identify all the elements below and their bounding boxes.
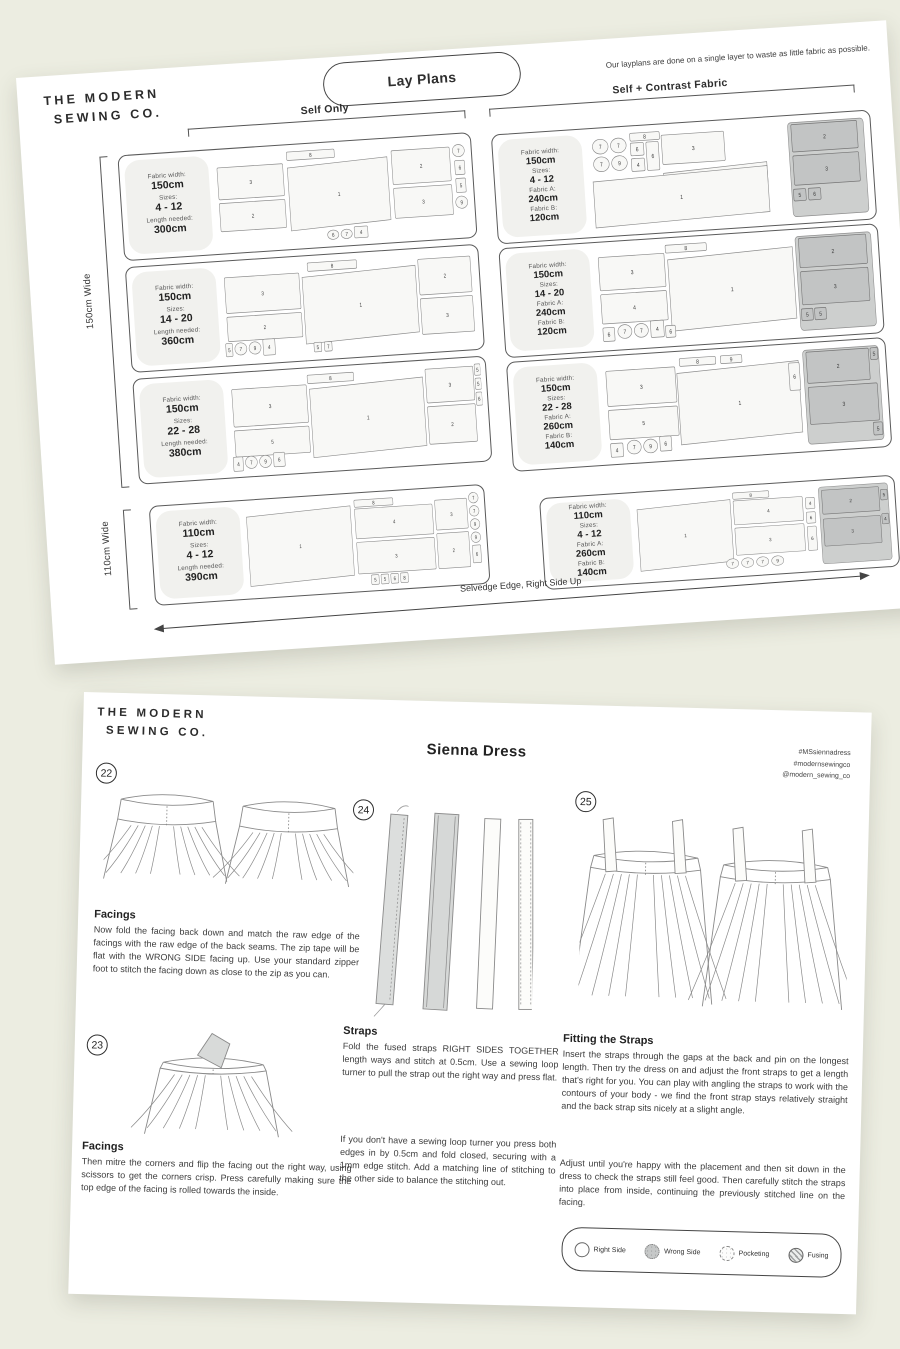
info-key: Fabric B: <box>545 431 573 441</box>
svg-text:8: 8 <box>684 245 688 253</box>
svg-text:7: 7 <box>731 561 735 567</box>
info-key: Length needed: <box>146 214 194 225</box>
svg-text:3: 3 <box>268 403 272 411</box>
step-badge-22: 22 <box>96 762 118 784</box>
step22-text: Now fold the facing back down and match the raw edge of the facings with the raw edge of the back seams. The zip tape will be flat with the WRONG SIDE facing up. Use your standard zipper foot to stitch the facing down as close to the zip as you can. <box>92 924 360 980</box>
info-key: Fabric B: <box>537 318 566 327</box>
brand-logo-line2: SEWING CO. <box>105 724 209 740</box>
svg-text:5: 5 <box>882 492 886 498</box>
svg-text:5: 5 <box>872 351 876 358</box>
info-value: 260cm <box>575 546 606 560</box>
fabric-info-bubble <box>512 362 602 465</box>
svg-text:2: 2 <box>452 548 456 555</box>
svg-text:9: 9 <box>253 345 257 353</box>
svg-text:3: 3 <box>851 528 855 534</box>
legend-label: Wrong Side <box>663 1247 701 1256</box>
fabric-info-bubble <box>139 379 229 478</box>
svg-text:5: 5 <box>476 381 480 389</box>
svg-text:1: 1 <box>684 532 687 539</box>
legend-label: Pocketing <box>738 1249 770 1258</box>
layplan-card <box>491 109 877 244</box>
pattern-title: Sienna Dress <box>426 740 527 761</box>
info-key: Fabric width: <box>147 170 187 181</box>
straps-heading: Straps <box>343 1024 378 1038</box>
svg-text:8: 8 <box>749 492 753 498</box>
facing-illustration-step22 <box>102 779 355 914</box>
social-handles <box>782 746 851 782</box>
info-key: Length needed: <box>153 326 201 337</box>
svg-text:6: 6 <box>813 191 817 199</box>
svg-text:6: 6 <box>475 552 479 559</box>
info-value: 150cm <box>158 289 192 305</box>
info-value: 14 - 20 <box>159 311 194 326</box>
info-key: Fabric B: <box>577 559 606 568</box>
info-key: Fabric width: <box>528 260 567 271</box>
svg-text:8: 8 <box>403 576 406 582</box>
step-badge-23: 23 <box>86 1034 108 1056</box>
svg-text:5: 5 <box>459 182 463 190</box>
svg-text:5: 5 <box>374 578 377 584</box>
legend-item-right-side <box>574 1242 626 1258</box>
info-key: Fabric A: <box>544 412 572 422</box>
info-key: Fabric A: <box>536 299 564 308</box>
svg-text:3: 3 <box>448 382 452 389</box>
fitting-text-1: Insert the straps through the gaps at the back and pin on the longest length. Then try the dress on and adjust the front straps to get a length that's right for you. You can play with angling the straps to work with the contours of your body - we find the front strap stays relatively straight and the back strap sits nicely at a slight angle. <box>561 1048 849 1116</box>
info-key: Sizes: <box>166 305 186 314</box>
svg-text:5: 5 <box>642 420 646 428</box>
svg-text:5: 5 <box>475 367 479 374</box>
svg-text:4: 4 <box>237 461 240 469</box>
svg-text:1: 1 <box>337 191 341 199</box>
svg-text:9: 9 <box>474 535 478 542</box>
svg-text:9: 9 <box>473 522 477 529</box>
label-150cm-wide: 150cm Wide <box>81 272 97 330</box>
svg-text:9: 9 <box>776 558 780 564</box>
svg-text:1: 1 <box>680 194 684 202</box>
brand-logo-line2: SEWING CO. <box>53 105 163 127</box>
svg-text:2: 2 <box>831 248 835 256</box>
instagram-handle: @modern_sewing_co <box>782 771 851 781</box>
svg-text:1: 1 <box>730 286 734 294</box>
straps-text-2: If you don't have a sewing loop turner you press both edges in by 0.5cm and fold closed, securing with a 1mm edge stitch. Add a matching line of stitching to the other side to balance the stitching out. <box>339 1133 557 1188</box>
info-value: 140cm <box>576 565 608 579</box>
svg-text:6: 6 <box>809 515 813 521</box>
layplan-card <box>125 244 485 373</box>
svg-text:7: 7 <box>761 559 765 565</box>
svg-text:2: 2 <box>822 133 827 141</box>
bracket-110cm <box>123 509 138 609</box>
layplans-page <box>16 20 900 664</box>
info-key: Fabric B: <box>530 204 558 214</box>
layplan-diagram <box>585 116 871 232</box>
svg-text:6: 6 <box>811 535 814 542</box>
info-key: Sizes: <box>579 521 599 530</box>
svg-text:3: 3 <box>825 166 829 173</box>
instructions-page <box>68 692 871 1314</box>
svg-text:6: 6 <box>793 374 797 381</box>
svg-text:4: 4 <box>884 516 887 522</box>
svg-text:9: 9 <box>617 160 622 168</box>
straps-illustration-step24 <box>372 798 538 1024</box>
step22-heading: Facings <box>94 908 136 922</box>
svg-text:3: 3 <box>450 512 453 519</box>
svg-text:2: 2 <box>451 421 455 429</box>
svg-text:9: 9 <box>460 199 464 207</box>
svg-text:3: 3 <box>768 536 772 543</box>
info-value: 150cm <box>533 268 564 282</box>
fitting-heading: Fitting the Straps <box>562 1032 654 1048</box>
svg-text:2: 2 <box>443 273 447 280</box>
svg-text:6: 6 <box>458 165 462 172</box>
svg-text:7: 7 <box>456 148 460 155</box>
svg-text:4: 4 <box>392 519 396 526</box>
straps-text-1: Fold the fused straps RIGHT SIDES TOGETHER length ways and stitch at 0.5cm. Use a sewing loop turner to pull the strap out the right way and press flat. <box>342 1040 559 1083</box>
info-key: Sizes: <box>189 541 209 550</box>
svg-text:5: 5 <box>819 311 823 318</box>
fabric-info-bubble <box>124 155 214 254</box>
pocketing-swatch <box>719 1245 734 1260</box>
svg-text:4: 4 <box>632 304 637 312</box>
svg-text:3: 3 <box>691 145 695 153</box>
layplan-diagram <box>600 343 886 459</box>
step23-text: Then mitre the corners and flip the facing out the right way, using scissors to get the corners crisp. Press carefully making sure the top edge of the facing is rolled towards the inside. <box>80 1156 352 1198</box>
svg-text:7: 7 <box>250 459 253 467</box>
layplan-diagram <box>226 362 486 473</box>
legend-label: Fusing <box>807 1251 829 1260</box>
brand-logo <box>43 84 163 130</box>
svg-text:4: 4 <box>655 326 659 334</box>
info-key: Sizes: <box>531 166 551 175</box>
svg-text:9: 9 <box>729 356 733 364</box>
svg-text:5: 5 <box>876 426 880 433</box>
info-value: 22 - 28 <box>541 400 573 414</box>
info-value: 150cm <box>150 178 185 193</box>
svg-text:7: 7 <box>746 560 750 566</box>
svg-text:7: 7 <box>632 444 636 452</box>
svg-text:7: 7 <box>472 496 475 502</box>
layplan-card <box>117 132 477 261</box>
svg-text:3: 3 <box>422 198 426 206</box>
info-value: 110cm <box>573 509 604 522</box>
svg-text:8: 8 <box>372 501 375 507</box>
svg-text:4: 4 <box>636 162 640 170</box>
svg-text:2: 2 <box>849 497 853 504</box>
svg-text:6: 6 <box>477 396 481 404</box>
info-value: 150cm <box>540 381 571 395</box>
svg-text:6: 6 <box>669 329 673 336</box>
layplan-diagram <box>593 230 879 346</box>
info-value: 110cm <box>182 525 215 540</box>
contrast-header: Self + Contrast Fabric <box>612 76 728 97</box>
info-value: 120cm <box>529 211 560 225</box>
layplan-card <box>506 337 892 472</box>
brand-logo-line1: THE MODERN <box>97 706 207 722</box>
layplan-diagram <box>243 490 484 593</box>
fitting-text-2: Adjust until you're happy with the placement and then sit down in the dress to check the straps still feel good. Then carefully stitch the straps into place from inside, continuing the previously stitched line on the facing. <box>558 1157 846 1208</box>
fabric-info-bubble <box>505 248 595 351</box>
svg-text:2: 2 <box>251 213 255 220</box>
info-key: Sizes: <box>158 193 178 202</box>
info-key: Length needed: <box>161 438 209 449</box>
info-value: 4 - 12 <box>577 528 602 541</box>
info-value: 260cm <box>543 419 574 433</box>
svg-text:2: 2 <box>419 163 423 171</box>
layplan-diagram <box>212 138 472 249</box>
info-key: Fabric A: <box>576 540 604 549</box>
svg-text:6: 6 <box>651 153 655 161</box>
svg-text:4: 4 <box>766 508 770 514</box>
svg-text:1: 1 <box>299 544 302 551</box>
info-value: 4 - 12 <box>529 173 555 187</box>
svg-text:5: 5 <box>383 577 387 584</box>
right-side-swatch <box>574 1242 589 1257</box>
step-badge-25: 25 <box>575 791 597 813</box>
svg-text:7: 7 <box>326 343 330 351</box>
svg-text:3: 3 <box>261 290 265 298</box>
info-key: Fabric A: <box>529 185 557 195</box>
selvedge-label: Selvedge Edge, Right Side Up <box>459 575 582 594</box>
svg-text:8: 8 <box>643 134 647 141</box>
step-badge-24: 24 <box>353 799 375 821</box>
svg-text:8: 8 <box>329 375 332 383</box>
svg-text:6: 6 <box>393 576 397 583</box>
self-only-header: Self Only <box>300 102 350 118</box>
legend-item-wrong-side <box>645 1243 701 1259</box>
info-value: 150cm <box>165 401 199 416</box>
page-title: Lay Plans <box>387 68 457 90</box>
step23-heading: Facings <box>81 1140 124 1154</box>
svg-text:2: 2 <box>263 324 267 332</box>
svg-text:7: 7 <box>616 143 620 150</box>
fabric-info-bubble <box>131 267 221 366</box>
svg-text:6: 6 <box>607 332 611 339</box>
svg-text:9: 9 <box>264 458 268 466</box>
info-value: 240cm <box>528 192 559 206</box>
svg-text:5: 5 <box>271 439 275 446</box>
dress-illustration-step25 <box>578 803 852 1026</box>
svg-text:8: 8 <box>308 152 312 160</box>
info-value: 140cm <box>544 438 575 452</box>
info-value: 360cm <box>161 333 195 348</box>
svg-text:7: 7 <box>639 328 643 335</box>
svg-text:7: 7 <box>345 231 349 239</box>
svg-text:1: 1 <box>738 400 742 408</box>
svg-text:7: 7 <box>239 346 243 354</box>
layplan-diagram <box>219 250 479 361</box>
svg-text:3: 3 <box>630 269 634 277</box>
brand-logo-line1: THE MODERN <box>43 86 160 109</box>
info-key: Length needed: <box>177 562 225 573</box>
info-value: 4 - 12 <box>186 547 214 562</box>
svg-text:2: 2 <box>836 363 840 371</box>
svg-text:3: 3 <box>446 312 450 320</box>
svg-text:4: 4 <box>808 500 812 506</box>
legend-label: Right Side <box>593 1246 626 1254</box>
info-value: 380cm <box>168 445 202 460</box>
fabric-legend <box>561 1227 842 1278</box>
info-key: Sizes: <box>547 394 566 403</box>
svg-text:1: 1 <box>366 414 370 422</box>
label-110cm-wide: 110cm Wide <box>99 520 115 577</box>
svg-text:4: 4 <box>615 447 619 455</box>
svg-text:3: 3 <box>842 401 846 409</box>
svg-text:9: 9 <box>649 443 653 451</box>
svg-text:6: 6 <box>277 457 281 464</box>
info-key: Fabric width: <box>520 147 560 157</box>
legend-item-fusing <box>788 1247 828 1263</box>
info-key: Fabric width: <box>535 374 575 385</box>
layplan-note: Our layplans are done on a single layer to waste as little fabric as possible. <box>605 43 871 70</box>
svg-text:3: 3 <box>833 283 837 291</box>
hashtag-pattern: #MSsiennadress <box>798 748 851 758</box>
svg-text:3: 3 <box>395 554 398 560</box>
svg-text:7: 7 <box>598 144 602 152</box>
wrong-side-swatch <box>645 1243 660 1258</box>
svg-text:6: 6 <box>664 441 668 448</box>
info-key: Fabric width: <box>154 282 194 293</box>
svg-text:5: 5 <box>805 312 810 319</box>
info-value: 4 - 12 <box>155 200 183 215</box>
info-value: 300cm <box>153 222 188 237</box>
svg-text:8: 8 <box>330 263 334 270</box>
svg-text:8: 8 <box>695 359 700 366</box>
layplan-card <box>132 355 492 484</box>
svg-text:3: 3 <box>249 179 253 187</box>
svg-text:6: 6 <box>635 146 639 154</box>
svg-text:3: 3 <box>639 384 644 392</box>
svg-text:1: 1 <box>359 302 363 310</box>
legend-item-pocketing <box>719 1245 769 1261</box>
info-value: 14 - 20 <box>534 287 565 301</box>
info-value: 120cm <box>536 325 568 339</box>
svg-text:6: 6 <box>331 232 335 240</box>
svg-text:4: 4 <box>359 229 363 237</box>
svg-text:4: 4 <box>267 344 271 352</box>
svg-text:7: 7 <box>623 329 627 336</box>
svg-text:5: 5 <box>227 347 231 355</box>
info-key: Fabric width: <box>162 394 201 404</box>
info-value: 22 - 28 <box>167 423 201 438</box>
fusing-swatch <box>788 1247 803 1262</box>
fabric-info-bubble <box>545 498 634 583</box>
info-key: Fabric width: <box>178 518 218 529</box>
svg-text:7: 7 <box>472 509 476 516</box>
hashtag-brand: #modernsewingco <box>793 760 851 769</box>
info-key: Sizes: <box>539 280 559 289</box>
layplan-card <box>498 223 884 358</box>
svg-text:7: 7 <box>599 162 604 169</box>
fabric-info-bubble <box>155 506 245 599</box>
svg-text:5: 5 <box>798 192 802 200</box>
svg-text:5: 5 <box>316 344 320 352</box>
info-key: Fabric width: <box>568 501 607 512</box>
info-value: 150cm <box>525 154 556 168</box>
info-key: Sizes: <box>173 417 193 426</box>
fabric-info-bubble <box>497 135 587 238</box>
facing-illustration-step23 <box>116 1027 309 1144</box>
info-value: 390cm <box>184 569 219 584</box>
info-value: 240cm <box>535 306 566 320</box>
